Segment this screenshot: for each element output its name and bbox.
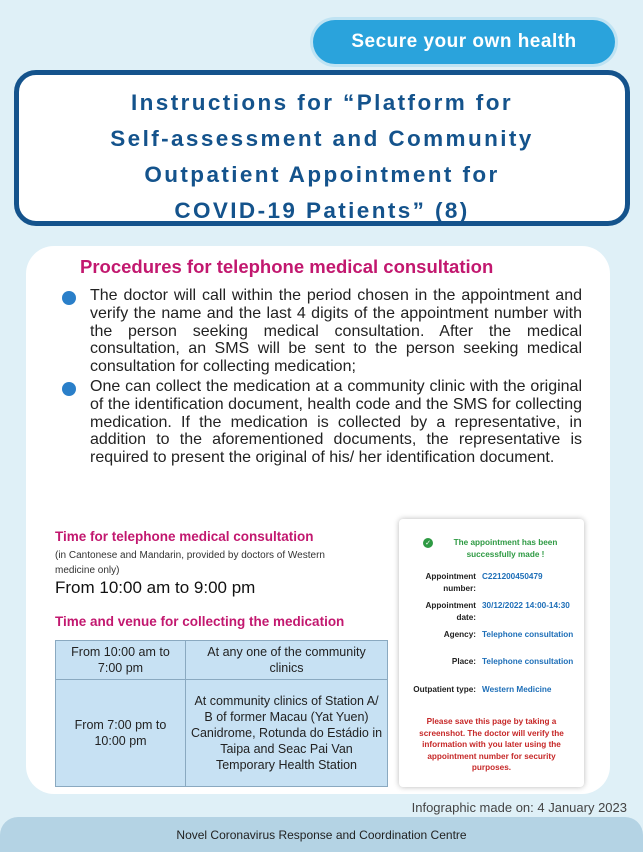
consultation-time-value: From 10:00 am to 9:00 pm [55,578,256,597]
footer-text: Novel Coronavirus Response and Coordination Centre [176,827,467,842]
title-box [14,70,630,226]
medication-heading: Time and venue for collecting the medication [55,614,345,629]
field-value: Telephone consultation [482,657,574,666]
field-label: Appointment date: [425,601,476,622]
field-value: Western Medicine [482,685,552,694]
consultation-time-note: (in Cantonese and Mandarin, provided by doctors of Western medicine only) [55,550,325,576]
field-value: C221200450479 [482,572,543,581]
screenshot-warning: Please save this page by taking a screenshot. The doctor will verify the information with you later using the appointment number for security purposes. [419,717,564,772]
bullet-dot-icon [62,382,76,396]
field-label: Agency: [443,630,476,639]
table-row [56,680,388,787]
infographic-date: Infographic made on: 4 January 2023 [411,800,627,815]
secure-health-badge: Secure your own health [313,20,615,64]
footer [0,817,643,852]
success-message [423,537,573,561]
procedure-text: The doctor will call within the period chosen in the appointment and verify the name and the last 4 digits of the appointment number with the person seeking medical consultation. After the medical consultation, an SMS will be sent to the person seeking medical consultation for collecting medication; [90,287,582,376]
check-icon: ✓ [423,538,433,548]
procedure-item [62,287,582,376]
title-line-1: Instructions for “Platform for [130,90,513,115]
field-label: Outpatient type: [413,685,476,694]
title-line-2: Self-assessment and Community [110,126,534,151]
title-line-4: COVID-19 Patients” (8) [174,198,470,223]
field-label: Appointment number: [425,572,476,593]
procedures-heading: Procedures for telephone medical consultation [80,256,494,277]
appointment-screenshot [399,519,584,787]
table-row [56,641,388,680]
table-cell-venue: At community clinics of Station A/ B of former Macau (Yat Yuen) Canidrome, Rotunda do Estádio in Taipa and Seac Pai Van Temporary Health Station [186,680,388,787]
table-cell-venue: At any one of the community clinics [186,641,388,680]
procedure-list [62,287,582,469]
field-value: 30/12/2022 14:00-14:30 [482,601,570,610]
consultation-time-heading: Time for telephone medical consultation [55,529,314,544]
table-cell-time: From 10:00 am to 7:00 pm [56,641,186,680]
title-line-3: Outpatient Appointment for [144,162,500,187]
procedure-text: One can collect the medication at a community clinic with the original of the identification document, health code and the SMS for collecting medication. If the medication is collected by a representative, in addition to the aforementioned documents, the representative is required to present the original of his/ her identification document. [90,377,582,467]
field-value: Telephone consultation [482,630,574,639]
table-cell-time: From 7:00 pm to 10:00 pm [56,680,186,787]
bullet-dot-icon [62,291,76,305]
procedure-item [62,378,582,467]
medication-table [55,640,388,787]
field-label: Place: [451,657,476,666]
success-text: The appointment has been successfully made ! [453,538,558,559]
